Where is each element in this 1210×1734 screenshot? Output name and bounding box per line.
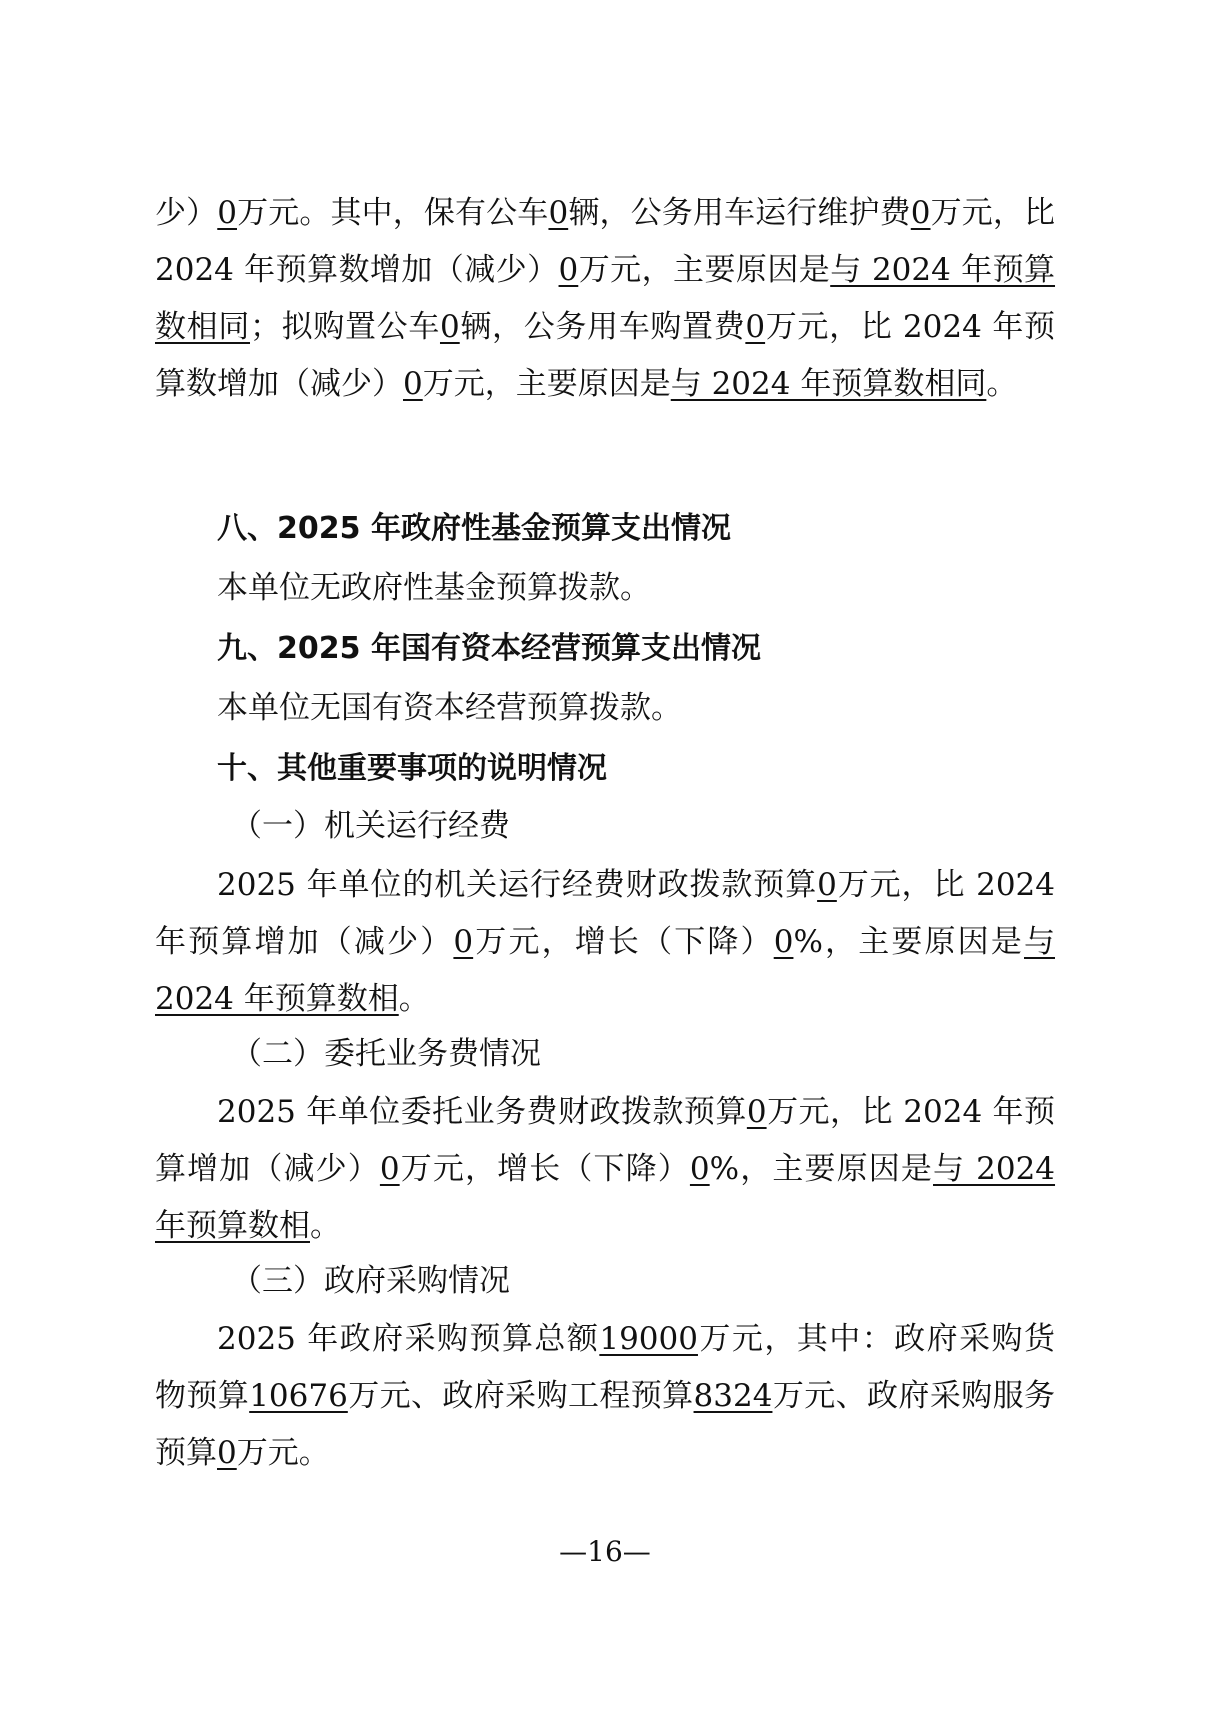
page-number: —16— xyxy=(559,1535,651,1568)
text: 2025 年单位委托业务费财政拨款预算 xyxy=(217,1094,747,1130)
text: 万元、政府采购工程预算 xyxy=(347,1378,694,1414)
value: 0 xyxy=(910,195,931,231)
value: 0 xyxy=(217,195,237,231)
value: 0 xyxy=(817,867,837,903)
text: 万元，增长（下降） xyxy=(399,1151,690,1187)
text: ；拟购置公车 xyxy=(250,309,440,345)
value: 0 xyxy=(689,1151,710,1187)
value: 0 xyxy=(548,195,569,231)
text: 辆，公务用车购置费 xyxy=(459,309,746,345)
text: 万元，主要原因是 xyxy=(422,366,671,402)
text: 2025 年单位的机关运行经费财政拨款预算 xyxy=(217,867,818,903)
subsection-heading-2: （二）委托业务费情况 xyxy=(231,1036,541,1072)
value: 0 xyxy=(746,1094,767,1130)
subsection-heading-1: （一）机关运行经费 xyxy=(231,808,510,844)
value: 0 xyxy=(558,252,579,288)
text: 万元。其中，保有公车 xyxy=(237,195,549,231)
value: 0 xyxy=(745,309,766,345)
text: 。 xyxy=(398,981,430,1017)
text: 。 xyxy=(986,366,1018,402)
value: 0 xyxy=(217,1435,237,1471)
text: 辆，公务用车运行维护费 xyxy=(568,195,911,231)
text: 少） xyxy=(155,195,218,231)
text: 万元，比 2024 年预算增加（减少） xyxy=(155,1094,1055,1187)
text: 万元，其中：政府采购货物预算 xyxy=(155,1321,1056,1414)
section-text-8: 本单位无政府性基金预算拨款。 xyxy=(217,570,651,606)
reason: 与 2024 年预算数相同 xyxy=(670,366,987,402)
value: 0 xyxy=(453,924,474,960)
text: %，主要原因是 xyxy=(709,1151,934,1187)
value: 0 xyxy=(773,924,794,960)
text: 万元，比 2024 年预算数增加（减少） xyxy=(155,309,1056,402)
text: 。 xyxy=(310,1208,341,1244)
section-heading-9: 九、2025 年国有资本经营预算支出情况 xyxy=(217,631,761,666)
section-heading-10: 十、其他重要事项的说明情况 xyxy=(217,751,607,786)
reason: 与 2024 年预算数相同 xyxy=(155,252,1056,345)
value: 0 xyxy=(379,1151,400,1187)
value: 0 xyxy=(403,366,423,402)
text: 万元，增长（下降） xyxy=(473,924,774,960)
vehicle-paragraph xyxy=(155,185,1055,413)
subsection-heading-3: （三）政府采购情况 xyxy=(231,1263,510,1299)
value: 8324 xyxy=(693,1378,773,1414)
reason: 与 2024 年预算数相 xyxy=(155,1151,1056,1244)
text: 2025 年政府采购预算总额 xyxy=(217,1321,600,1357)
text: 万元，比 2024 年预算增加（减少） xyxy=(155,867,1055,960)
section-text-9: 本单位无国有资本经营预算拨款。 xyxy=(217,690,682,726)
value: 0 xyxy=(439,309,460,345)
value: 10676 xyxy=(249,1378,348,1414)
reason: 与 2024 年预算数相 xyxy=(155,924,1055,1017)
section-heading-8: 八、2025 年政府性基金预算支出情况 xyxy=(217,511,731,546)
text: 万元，主要原因是 xyxy=(578,252,831,288)
text: 万元，比 2024 年预算数增加（减少） xyxy=(155,195,1056,288)
commissioned-business-paragraph xyxy=(155,1084,1055,1255)
procurement-paragraph xyxy=(155,1311,1055,1482)
operating-expenses-paragraph xyxy=(155,857,1055,1028)
text: 万元。 xyxy=(236,1435,330,1471)
text: 万元、政府采购服务预算 xyxy=(155,1378,1056,1471)
value: 19000 xyxy=(599,1321,698,1357)
text: %，主要原因是 xyxy=(793,924,1024,960)
